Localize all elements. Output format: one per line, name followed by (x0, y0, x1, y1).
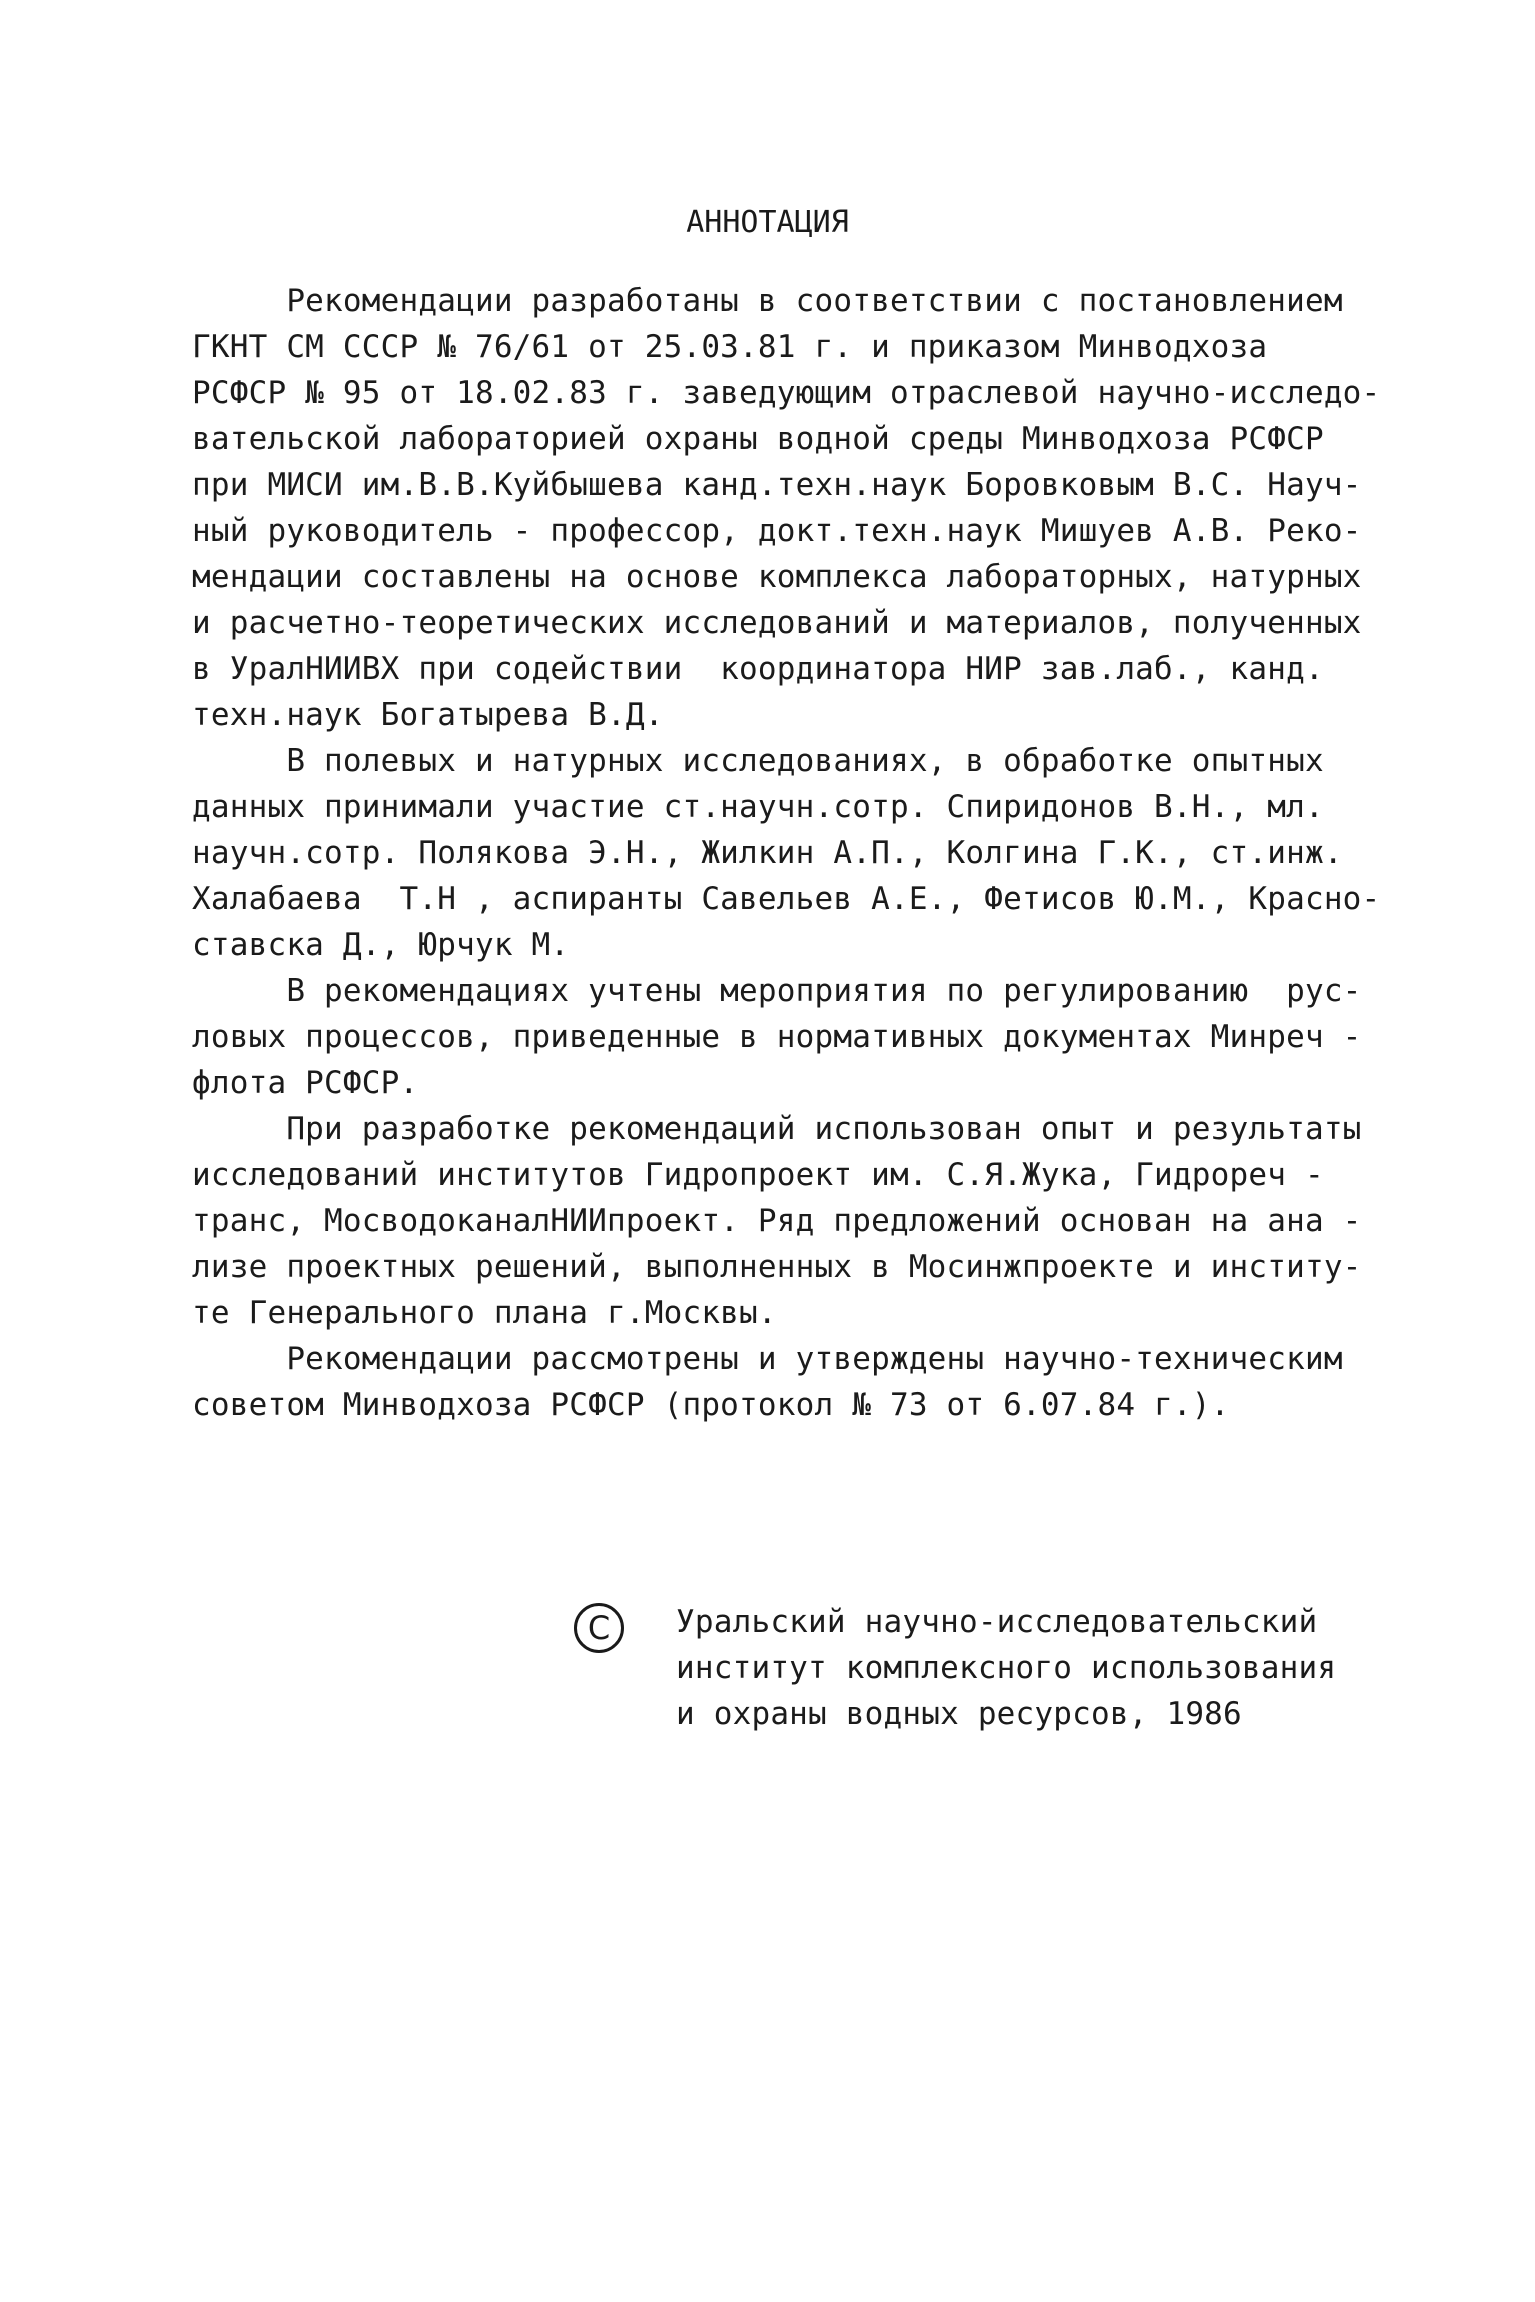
text-line: мендации составлены на основе комплекса лабораторных, натурных (192, 559, 1362, 595)
text-line: ставска Д., Юрчук М. (192, 927, 570, 963)
copyright-line: институт комплексного использования (676, 1650, 1337, 1686)
text-line: ный руководитель - профессор, докт.техн.наук Мишуев А.В. Реко- (192, 513, 1362, 549)
paragraph (192, 1106, 1382, 1336)
text-line: При разработке рекомендаций использован опыт и результаты (192, 1111, 1362, 1147)
text-line: в УралНИИВХ при содействии координатора НИР зав.лаб., канд. (192, 651, 1324, 687)
paragraph (192, 968, 1382, 1106)
text-line: техн.наук Богатырева В.Д. (192, 697, 664, 733)
text-line: лизе проектных решений, выполненных в Мосинжпроекте и институ- (192, 1249, 1362, 1285)
paragraph (192, 738, 1382, 968)
text-line: исследований институтов Гидропроект им. С.Я.Жука, Гидрореч - (192, 1157, 1324, 1193)
page-title: АННОТАЦИЯ (686, 205, 849, 240)
paragraph (192, 278, 1382, 738)
paragraph (192, 1336, 1382, 1428)
text-line: РСФСР № 95 от 18.02.83 г. заведующим отраслевой научно-исследо- (192, 375, 1381, 411)
text-line: В рекомендациях учтены мероприятия по регулированию рус- (192, 973, 1362, 1009)
text-line: флота РСФСР. (192, 1065, 419, 1101)
text-line: Халабаева Т.Н , аспиранты Савельев А.Е., Фетисов Ю.М., Красно- (192, 881, 1381, 917)
text-line: ГКНТ СМ СССР № 76/61 от 25.03.81 г. и приказом Минводхоза (192, 329, 1268, 365)
text-line: при МИСИ им.В.В.Куйбышева канд.техн.наук Боровковым В.С. Науч- (192, 467, 1362, 503)
copyright-line: Уральский научно-исследовательский (676, 1604, 1318, 1640)
text-line: В полевых и натурных исследованиях, в обработке опытных (192, 743, 1324, 779)
text-line: советом Минводхоза РСФСР (протокол № 73 от 6.07.84 г.). (192, 1387, 1230, 1423)
text-line: те Генерального плана г.Москвы. (192, 1295, 777, 1331)
copyright-text (676, 1599, 1396, 1737)
text-line: Рекомендации разработаны в соответствии с постановлением (192, 283, 1343, 319)
copyright-line: и охраны водных ресурсов, 1986 (676, 1696, 1242, 1732)
text-line: Рекомендации рассмотрены и утверждены научно-техническим (192, 1341, 1343, 1377)
text-line: и расчетно-теоретических исследований и материалов, полученных (192, 605, 1362, 641)
copyright-icon: С (574, 1603, 624, 1653)
text-line: транс, МосводоканалНИИпроект. Ряд предложений основан на ана - (192, 1203, 1362, 1239)
text-line: данных принимали участие ст.научн.сотр. Спиридонов В.Н., мл. (192, 789, 1324, 825)
annotation-body (192, 278, 1382, 1428)
text-line: научн.сотр. Полякова Э.Н., Жилкин А.П., Колгина Г.К., ст.инж. (192, 835, 1343, 871)
text-line: вательской лабораторией охраны водной среды Минводхоза РСФСР (192, 421, 1324, 457)
text-line: ловых процессов, приведенные в нормативных документах Минреч - (192, 1019, 1362, 1055)
